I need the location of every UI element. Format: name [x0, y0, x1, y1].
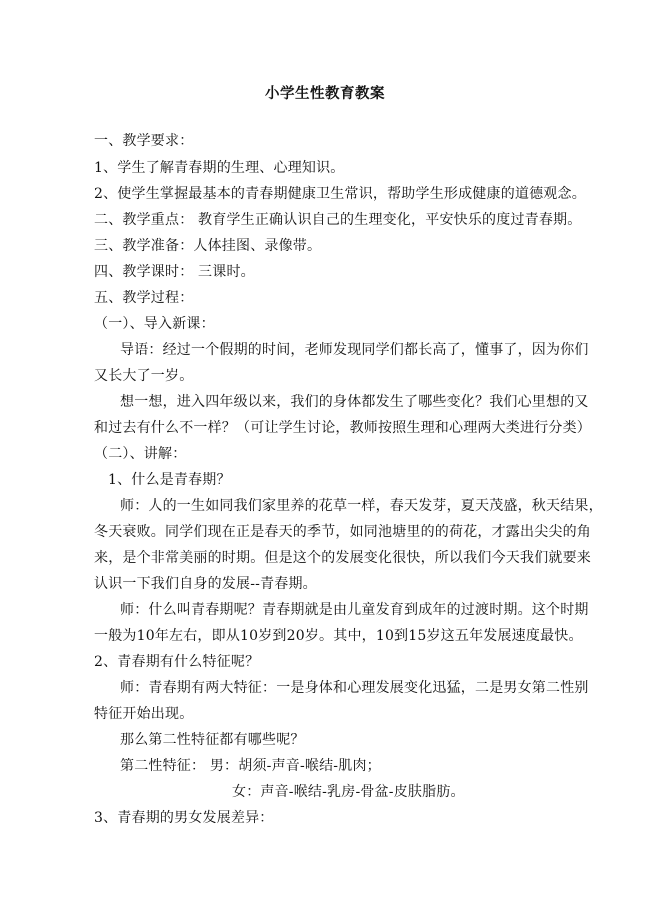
text-line: 师：人的一生如同我们家里养的花草一样，春天发芽，夏天茂盛，秋天结果，: [120, 498, 603, 514]
text-line: 和过去有什么不一样？（可让学生讨论，教师按照生理和心理两大类进行分类）: [94, 420, 591, 436]
text-line: 1、学生了解青春期的生理、心理知识。: [94, 160, 345, 176]
section-heading: （一）、导入新课：: [94, 316, 215, 332]
document-title: 小学生性教育教案: [265, 85, 385, 102]
text-line: 认识一下我们自身的发展--青春期。: [94, 576, 317, 592]
text-line: 一般为10年左右，即从10岁到20岁。其中，10到15岁这五年发展速度最快。: [94, 628, 583, 644]
text-line: 想一想，进入四年级以来，我们的身体都发生了哪些变化？我们心里想的又: [120, 394, 589, 410]
text-line: 师：什么叫青春期呢？青春期就是由儿童发育到成年的过渡时期。这个时期: [120, 602, 589, 618]
section-heading: （二）、讲解：: [94, 446, 187, 462]
text-line: 冬天衰败。同学们现在正是春天的季节，如同池塘里的的荷花，才露出尖尖的角: [94, 524, 591, 540]
text-line: 导语：经过一个假期的时间，老师发现同学们都长高了，懂事了，因为你们: [120, 342, 589, 358]
text-line: 那么第二性特征都有哪些呢？: [120, 732, 305, 748]
text-line: 一、教学要求：: [94, 133, 194, 149]
text-line: 特征开始出现。: [94, 706, 194, 722]
text-line: 三、教学准备：人体挂图、录像带。: [94, 238, 322, 254]
text-line: 1、什么是青春期？: [108, 472, 231, 488]
text-line: 第二性特征： 男：胡须-声音-喉结-肌肉；: [120, 758, 381, 774]
text-line: 女：声音-喉结-乳房-骨盆-皮肤脂肪。: [232, 784, 465, 800]
text-line: 2、青春期有什么特征呢？: [94, 654, 260, 670]
text-line: 四、教学课时： 三课时。: [94, 264, 255, 280]
text-line: 五、教学过程：: [94, 290, 194, 306]
text-line: 2、使学生掌握最基本的青春期健康卫生常识，帮助学生形成健康的道德观念。: [94, 186, 586, 202]
text-line: 又长大了一岁。: [94, 368, 194, 384]
text-line: 师：青春期有两大特征：一是身体和心理发展变化迅猛，二是男女第二性别: [120, 680, 589, 696]
text-line: 来，是个非常美丽的时期。但是这个的发展变化很快，所以我们今天我们就要来: [94, 550, 591, 566]
text-line: 3、青春期的男女发展差异：: [94, 810, 274, 826]
text-line: 二、教学重点： 教育学生正确认识自己的生理变化，平安快乐的度过青春期。: [94, 212, 582, 228]
